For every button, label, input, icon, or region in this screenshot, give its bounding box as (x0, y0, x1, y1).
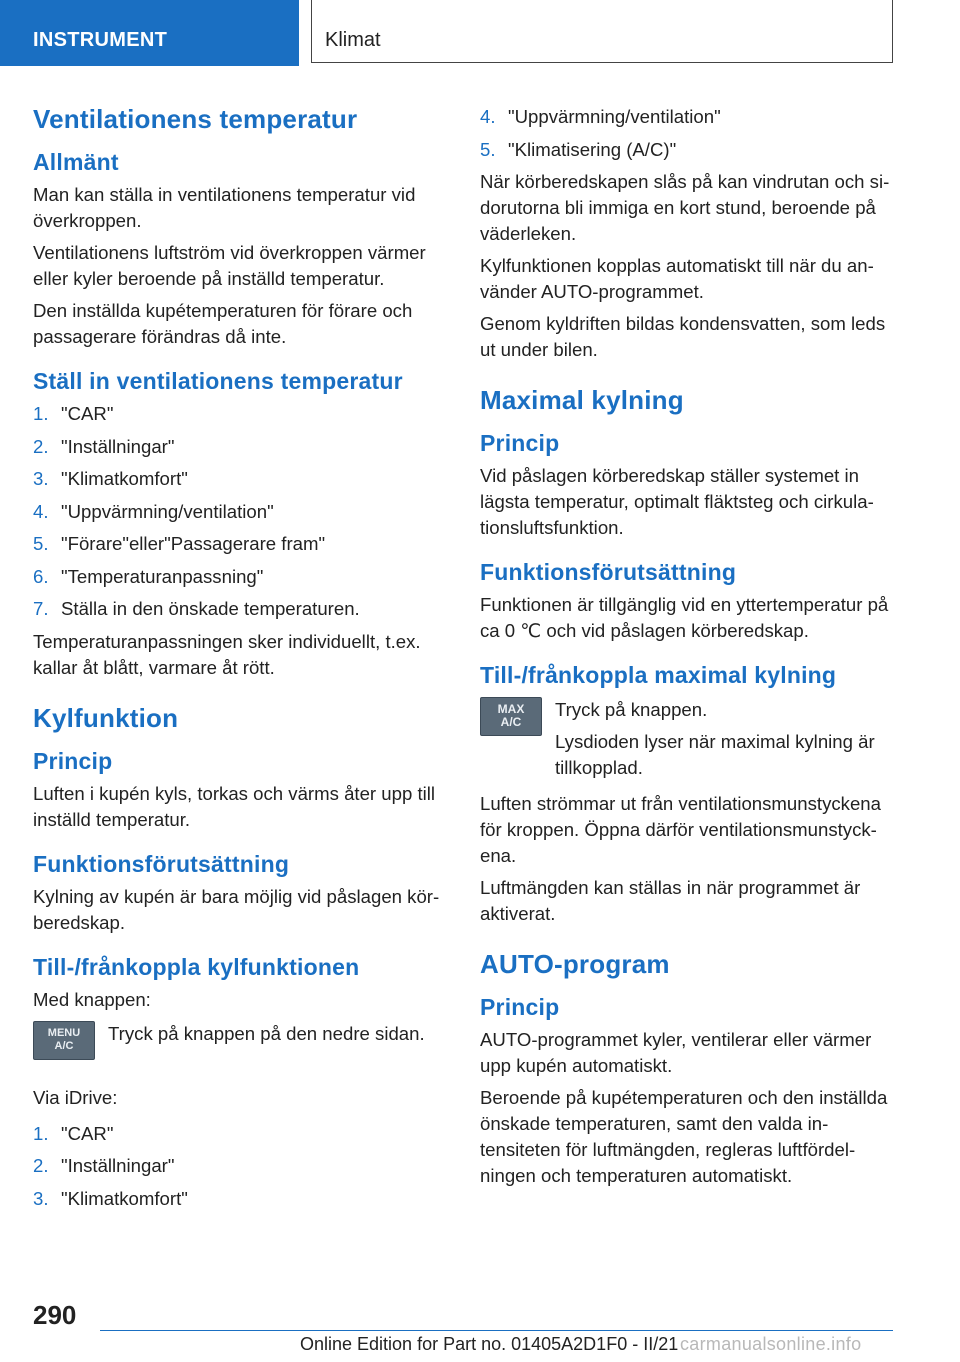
paragraph: Ventilationens luftström vid överkroppen värmer eller kyler beroende på inställd temperatur. (33, 242, 426, 289)
menu-ac-button-icon: MENU A/C (33, 1021, 95, 1060)
heading-auto-program: AUTO-program (480, 949, 670, 979)
paragraph: Temperaturanpassningen sker individuellt, t.ex. kallar åt blått, varmare åt rött. (33, 630, 421, 678)
step-text: "Klimatisering (A/C)" (508, 138, 677, 160)
chapter-tab (311, 0, 893, 63)
list-item (33, 564, 453, 590)
step-text: "Inställningar" (61, 435, 175, 457)
step-text: "CAR" (61, 403, 114, 424)
step-number: 6. (33, 565, 49, 587)
paragraph: Man kan ställa in ventilationens temperatur vid överkroppen. (33, 184, 416, 231)
paragraph: Genom kyldriften bildas kondensvatten, som leds ut under bilen. (480, 313, 886, 360)
heading-set-ventilation-temperature: Ställ in ventilationens temperatur (33, 368, 403, 394)
step-text: "Uppvärmning/ventilation" (61, 500, 274, 522)
paragraph: Funktionen är tillgänglig vid en yttertemperatur på ca 0 ℃ och vid påslagen körberedskap. (480, 594, 889, 641)
edition-text: Online Edition for Part no. 01405A2D1F0 - II/21 (300, 1334, 679, 1354)
page-number: 290 (33, 1300, 77, 1330)
step-number: 3. (33, 468, 49, 489)
paragraph: Luften i kupén kyls, torkas och värms åter upp till inställd temperatur. (33, 782, 436, 830)
step-text: "Förare"eller"Passagerare fram" (61, 533, 326, 554)
step-number: 4. (480, 106, 496, 127)
paragraph: Tryck på knappen på den nedre sidan. (108, 1022, 425, 1044)
step-text: "Uppvärmning/ventilation" (508, 106, 721, 127)
footer-divider (100, 1330, 893, 1331)
paragraph: Via iDrive: (33, 1086, 118, 1108)
button-description (480, 697, 900, 781)
list-item (33, 1121, 453, 1147)
step-number: 3. (33, 1187, 49, 1209)
step-number: 4. (33, 500, 49, 522)
step-text: "Temperaturanpassning" (61, 565, 264, 587)
list-item (480, 137, 900, 163)
section-title: INSTRUMENT (33, 29, 168, 51)
list-item (33, 434, 453, 460)
list-item (33, 531, 453, 557)
step-number: 5. (33, 533, 49, 554)
step-number: 1. (33, 1122, 49, 1144)
step-number: 2. (33, 435, 49, 457)
button-description (33, 1021, 453, 1071)
paragraph: Tryck på knappen. (555, 699, 708, 720)
steps-list (480, 104, 900, 163)
paragraph: Kylfunktionen kopplas automatiskt till när du använder AUTO-programmet. (480, 255, 874, 302)
step-text: Ställa in den önskade temperaturen. (61, 598, 360, 619)
heading-ventilation-temperature: Ventilationens temperatur (33, 104, 358, 134)
paragraph: Kylning av kupén är bara möjlig vid påslagen körberedskap. (33, 885, 440, 933)
steps-list (33, 401, 453, 622)
heading-principle: Princip (480, 994, 560, 1020)
chapter-title: Klimat (325, 29, 381, 51)
list-item (33, 1153, 453, 1179)
heading-principle: Princip (33, 747, 113, 774)
heading-toggle-max-cooling: Till-/frånkoppla maximal kylning (480, 662, 837, 688)
steps-list (33, 1121, 453, 1212)
step-text: "Inställningar" (61, 1155, 175, 1176)
step-number: 2. (33, 1155, 49, 1176)
heading-prerequisite: Funktionsförutsättning (480, 559, 737, 585)
heading-general: Allmänt (33, 149, 119, 175)
paragraph: När körberedskapen slås på kan vindrutan och sidorutorna bli immiga en kort stund, beroende på väderleken. (480, 171, 890, 244)
list-item (33, 596, 453, 622)
paragraph: Vid påslagen körberedskap ställer systemet in lägsta temperatur, optimalt fläktsteg och cirkulationsluftsfunktion. (480, 465, 874, 538)
paragraph: Luften strömmar ut från ventilationsmunstyckena för kroppen. Öppna därför ventilationsmunstyckena. (480, 793, 881, 866)
step-number: 7. (33, 598, 49, 619)
right-column (480, 104, 900, 1195)
list-item (33, 401, 453, 427)
step-text: "Klimatkomfort" (61, 468, 188, 489)
paragraph: AUTO-programmet kyler, ventilerar eller värmer upp kupén automatiskt. (480, 1029, 872, 1076)
paragraph: Beroende på kupétemperaturen och den inställda önskade temperaturen, samt den valda intensiteten för luftmängden, regleras luftfördelningen och temperaturen automatiskt. (480, 1087, 888, 1186)
step-number: 1. (33, 403, 49, 424)
step-number: 5. (480, 138, 496, 160)
paragraph: Med knappen: (33, 988, 151, 1010)
paragraph: Den inställda kupétemperaturen för förare och passagerare förändras då inte. (33, 300, 413, 347)
step-text: "CAR" (61, 1122, 114, 1144)
list-item (480, 104, 900, 130)
list-item (33, 1186, 453, 1212)
heading-toggle-cooling: Till-/frånkoppla kylfunktionen (33, 953, 360, 980)
list-item (33, 499, 453, 525)
left-column (33, 96, 453, 1218)
list-item (33, 466, 453, 492)
heading-maximal-cooling: Maximal kylning (480, 385, 684, 415)
watermark: carmanualsonline.info (680, 1334, 862, 1354)
heading-cooling-function: Kylfunktion (33, 702, 179, 733)
heading-principle: Princip (480, 430, 560, 456)
paragraph: Luftmängden kan ställas in när programmet är aktiverat. (480, 877, 861, 924)
section-tab (0, 0, 299, 66)
heading-prerequisite: Funktionsförutsättning (33, 850, 290, 877)
max-ac-button-icon: MAX A/C (480, 697, 542, 736)
step-text: "Klimatkomfort" (61, 1187, 188, 1209)
paragraph: Lysdioden lyser när maximal kylning är tillkopplad. (555, 731, 875, 778)
